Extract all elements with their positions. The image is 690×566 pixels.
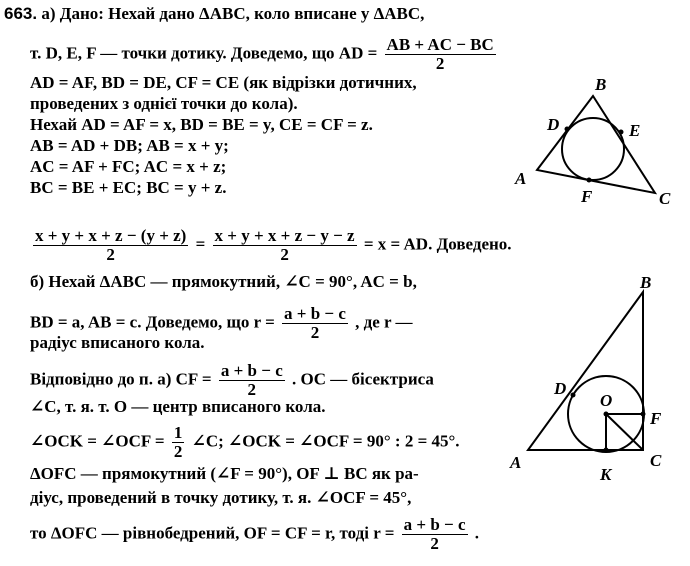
label-d: D: [554, 379, 567, 398]
label-o: O: [600, 391, 613, 410]
label-b: B: [595, 75, 607, 94]
triangle-abc: [537, 96, 655, 193]
incircle: [562, 118, 624, 180]
fraction-numerator: a + b − c: [284, 304, 346, 323]
part-b-line4: [30, 362, 434, 399]
fraction-numerator: x + y + x + z − y − z: [214, 226, 355, 245]
part-b-line6: [30, 424, 460, 461]
part-a-line5: Нехай AD = AF = x, BD = BE = y, CE = CF = z.: [30, 115, 373, 134]
part-b-line6-fraction: [172, 424, 185, 461]
problem-header-line: [4, 4, 424, 24]
tangent-point-f: [587, 178, 592, 183]
part-b-line2-fraction: [282, 305, 348, 342]
fraction-denominator: 2: [280, 245, 289, 264]
fraction-denominator: 2: [106, 245, 115, 264]
part-a-line1: Дано: Нехай дано ΔABC, коло вписане у ΔABC,: [59, 4, 425, 23]
part-b-line2-text: BD = a, AB = c. Доведемо, що r =: [30, 312, 275, 332]
part-b-line6-tail: ∠C; ∠OCK = ∠OCF = 90° : 2 = 45°.: [191, 431, 460, 451]
problem-number: 663.: [4, 4, 38, 23]
label-c: C: [659, 189, 671, 208]
part-b-line9: [30, 516, 479, 553]
part-b-line8: діус, проведений в точку дотику, т. я. ∠OCF = 45°,: [30, 488, 412, 507]
equation-fraction-2: [213, 227, 357, 264]
fraction-denominator: 2: [247, 380, 257, 399]
triangle-incircle-figure: [505, 72, 685, 212]
part-a-line2-text: т. D, E, F — точки дотику. Доведемо, що AD =: [30, 43, 378, 63]
label-a: A: [510, 453, 522, 472]
fraction-denominator: 2: [310, 323, 320, 342]
right-triangle-incircle-figure: [506, 272, 682, 486]
part-a-line2: [30, 36, 499, 73]
part-a-line6: AB = AD + DB; AB = x + y;: [30, 136, 229, 155]
part-a-label: а): [41, 4, 56, 23]
part-a-line3: AD = AF, BD = DE, CF = CE (як відрізки дотичних,: [30, 73, 417, 92]
label-k: K: [600, 465, 612, 484]
part-b-line9-tail: .: [474, 523, 480, 543]
part-b-line9-fraction: [402, 516, 468, 553]
tangent-point-k: [604, 448, 609, 453]
part-b-line9-text: то ΔOFC — рівнобедрений, OF = CF = r, тоді r =: [30, 523, 395, 543]
tangent-point-d: [571, 393, 576, 398]
part-b-line4-fraction: [219, 362, 285, 399]
label-e: E: [629, 121, 641, 140]
fraction-numerator: a + b − c: [403, 515, 466, 534]
part-b-line5: ∠C, т. я. т. O — центр вписаного кола.: [30, 397, 326, 416]
part-b-line2-tail: , де r —: [355, 312, 413, 332]
fraction-numerator: 1: [173, 423, 183, 442]
part-b-line7: ΔOFC — прямокутний (∠F = 90°), OF ⊥ BC як ра-: [30, 464, 419, 483]
label-f: F: [581, 187, 593, 206]
label-c: C: [650, 451, 662, 470]
fraction-numerator: a + b − c: [220, 361, 283, 380]
part-a-line4: проведених з однієї точки до кола).: [30, 94, 298, 113]
part-a-equation: $\frac{x + y + x + z - (y + z)}{2}$ = $\frac{x + y + x + z - y - z}{2}$ = x = AD. Доведено.: [35, 226, 512, 264]
part-a-line2-fraction: [385, 36, 496, 73]
part-b-line3: радіус вписаного кола.: [30, 333, 205, 352]
part-a-line8: BC = BE + EC; BC = y + z.: [30, 178, 227, 197]
fraction-denominator: 2: [173, 442, 183, 461]
fraction-denominator: 2: [435, 54, 445, 73]
tangent-point-d: [565, 127, 570, 132]
label-b: B: [640, 273, 652, 292]
label-f: F: [650, 409, 662, 428]
part-b-line4-tail: . OC — бісектриса: [291, 369, 434, 389]
label-d: D: [547, 115, 560, 134]
label-a: A: [515, 169, 527, 188]
center-o: [604, 412, 609, 417]
fraction-denominator: 2: [430, 534, 439, 553]
equation-fraction-1: [33, 227, 188, 264]
part-b-line6-text: ∠OCK = ∠OCF =: [30, 431, 165, 451]
part-b-label: б): [30, 272, 45, 291]
equation-tail: = x = AD. Доведено.: [363, 234, 512, 254]
fraction-numerator: x + y + x + z − (y + z): [35, 226, 187, 245]
fraction-numerator: AB + AC − BC: [386, 35, 494, 54]
segment-oc: [606, 414, 643, 450]
tangent-point-e: [619, 130, 624, 135]
part-a-line7: AC = AF + FC; AC = x + z;: [30, 157, 227, 176]
part-b-line4-text: Відповідно до п. а) CF =: [30, 369, 212, 389]
tangent-point-f: [641, 412, 646, 417]
right-triangle-abc: [528, 292, 643, 450]
part-b-line1-text: Нехай ΔABC — прямокутний, ∠C = 90°, AC = b,: [48, 272, 417, 291]
part-b-line1: [30, 272, 417, 292]
